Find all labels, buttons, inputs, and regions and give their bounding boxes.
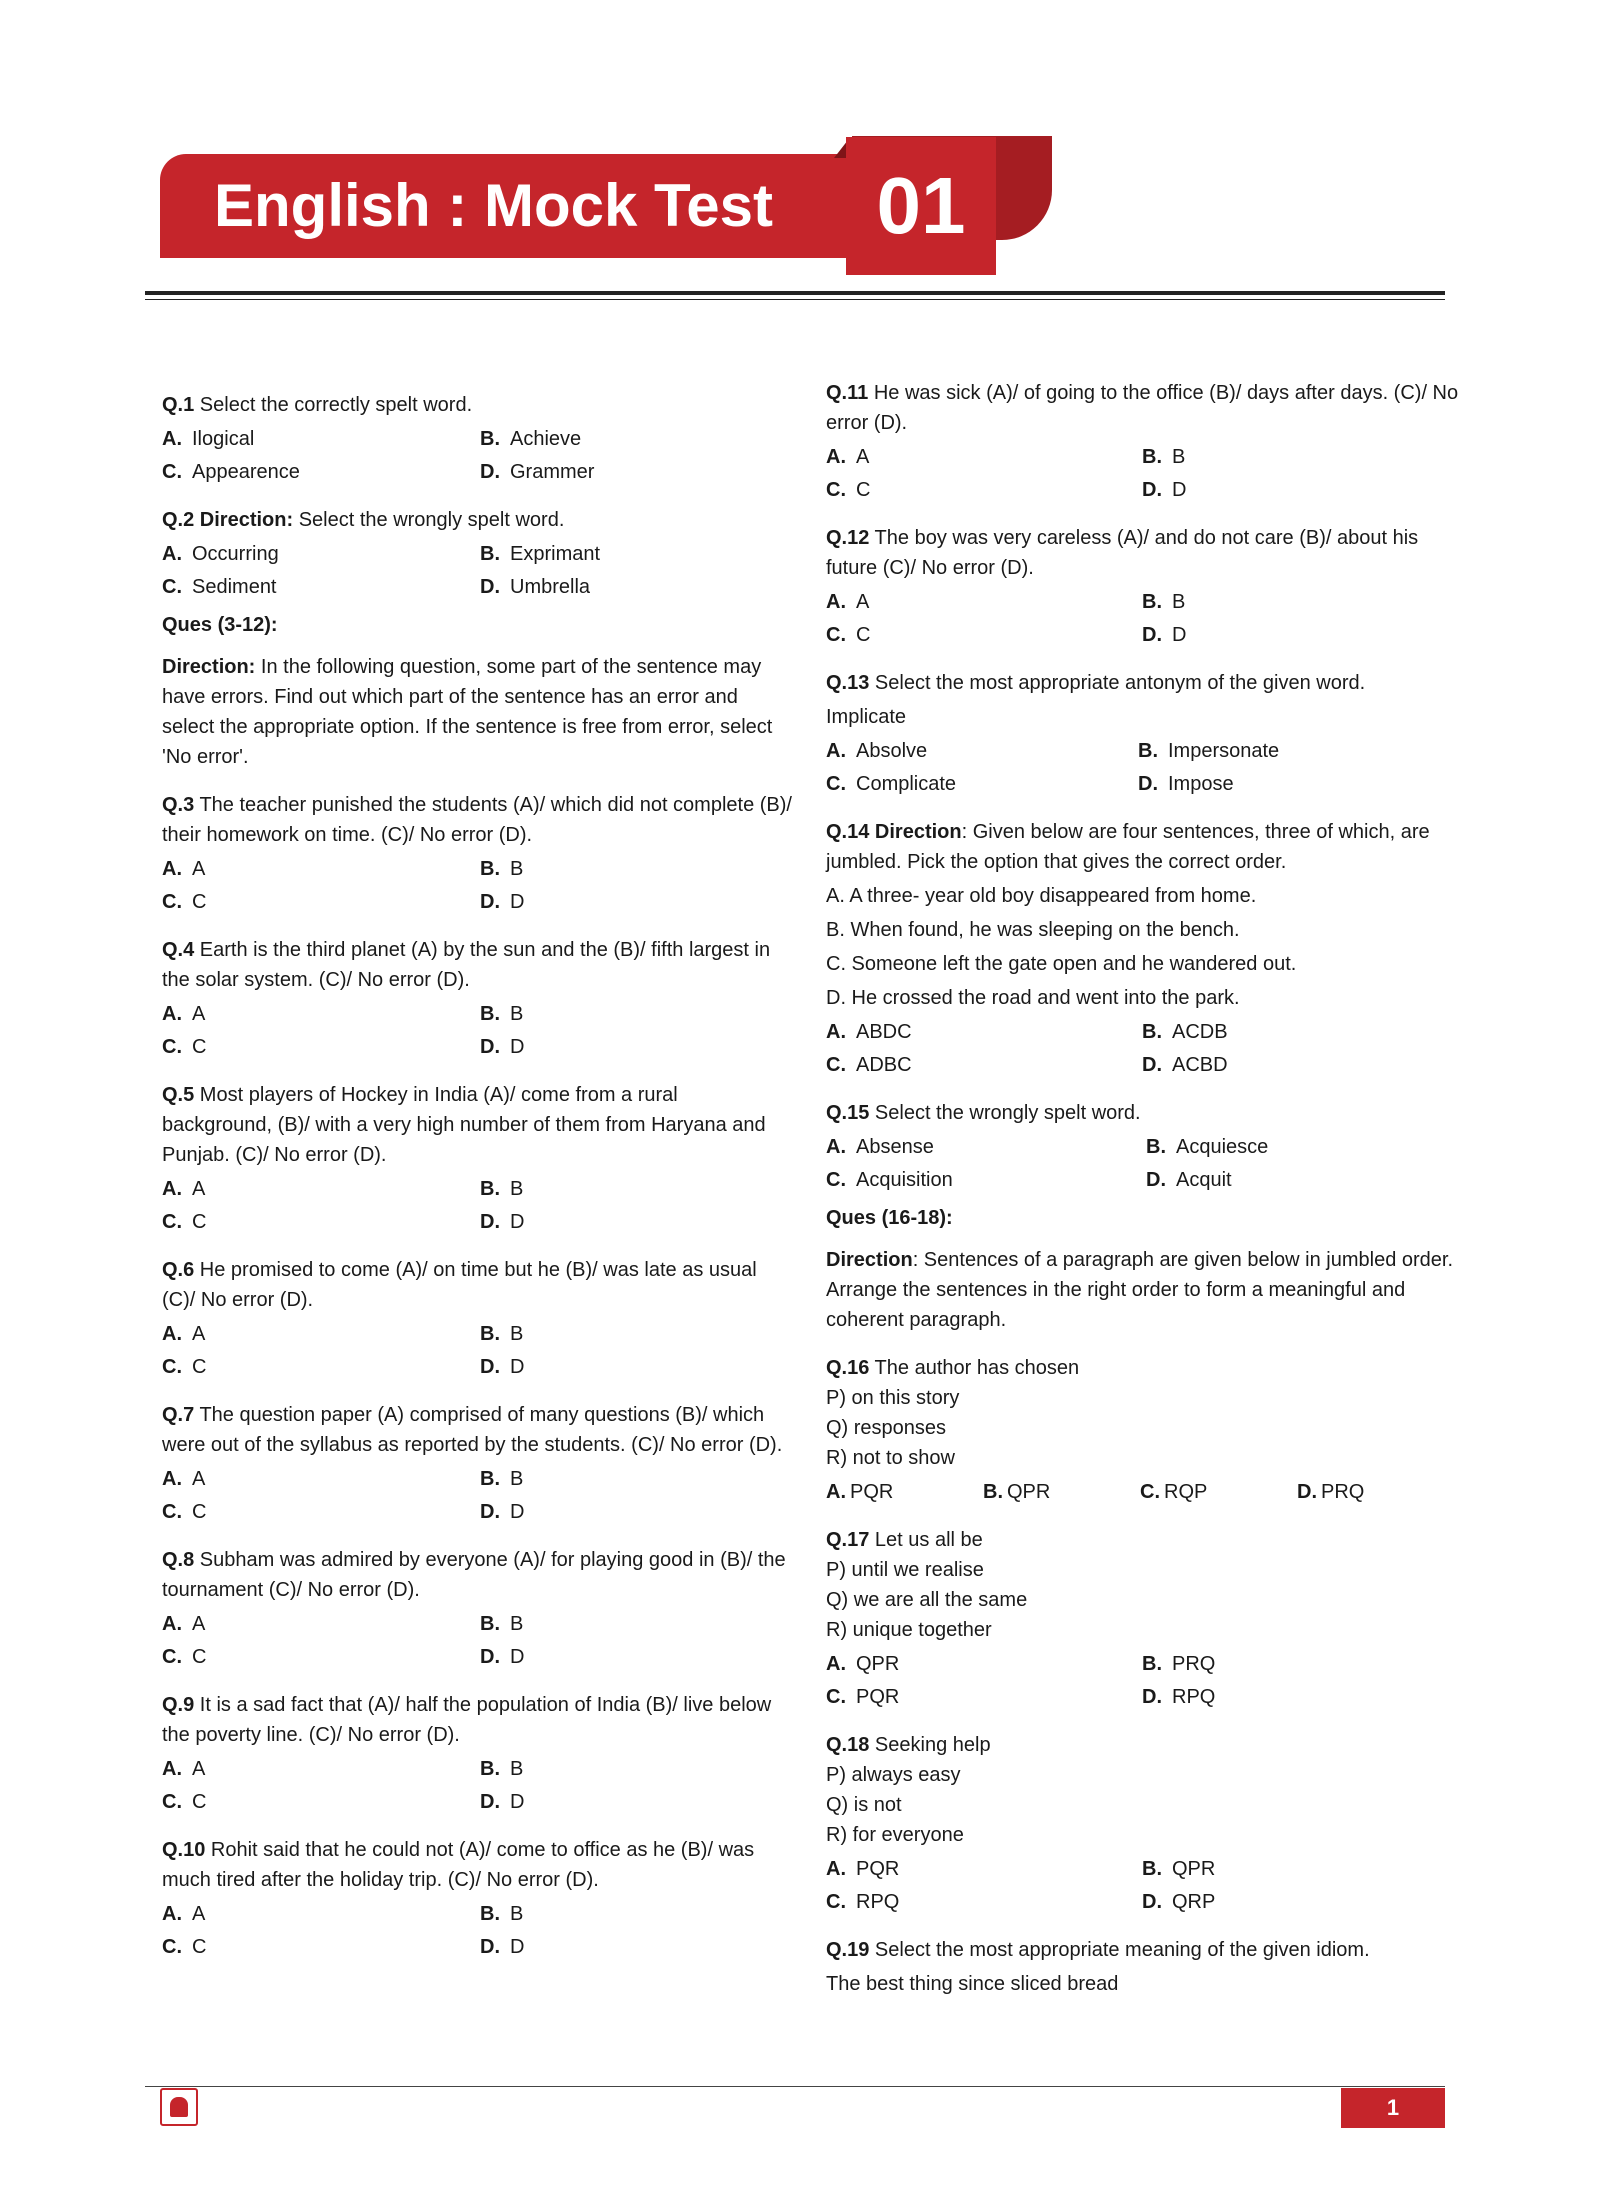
options	[162, 1899, 792, 1962]
section-direction: Direction: Sentences of a paragraph are given below in jumbled order. Arrange the sentences in the right order to form a meaningful and coherent paragraph.	[826, 1249, 1454, 1331]
options	[826, 1017, 1466, 1080]
left-column	[162, 390, 792, 1980]
part-p: P) on this story	[826, 1387, 960, 1409]
part-r: R) unique together	[826, 1619, 992, 1641]
section-direction: Direction: In the following question, some part of the sentence may have errors. Find out which part of the sentence has an error and select the appropriate option. If the sentence is free from error, select 'No error'.	[162, 656, 773, 768]
question-label: Q.4	[162, 939, 195, 961]
question-text: The teacher punished the students (A)/ which did not complete (B)/ their homework on time. (C)/ No error (D).	[162, 794, 792, 846]
option-a[interactable]: A. A	[162, 1758, 206, 1780]
option-a[interactable]: A. A	[162, 1468, 206, 1490]
option-b[interactable]: B. B	[480, 858, 524, 880]
page-title: English : Mock Test	[214, 172, 773, 239]
option-a[interactable]: A. PQR	[826, 1858, 900, 1880]
option-a[interactable]: A. A	[162, 1323, 206, 1345]
option-c[interactable]: C. C	[162, 1646, 207, 1668]
option-c[interactable]: C. C	[162, 1356, 207, 1378]
page-number: 1	[1341, 2088, 1445, 2128]
option-d[interactable]: D. QRP	[1142, 1891, 1216, 1913]
part-q: Q) we are all the same	[826, 1589, 1028, 1611]
options	[162, 1319, 792, 1382]
question-label: Q.3	[162, 794, 195, 816]
header-rule	[145, 291, 1445, 295]
option-d[interactable]: D. D	[480, 1211, 525, 1233]
part-r: R) not to show	[826, 1447, 955, 1469]
option-a[interactable]: A. A	[162, 1178, 206, 1200]
part-p: P) always easy	[826, 1764, 961, 1786]
options	[162, 424, 792, 487]
footer-rule	[145, 2086, 1445, 2087]
option-b[interactable]: B. Impersonate	[1138, 740, 1280, 762]
sentence-b: B. When found, he was sleeping on the bench.	[826, 919, 1240, 941]
sentence-c: C. Someone left the gate open and he wandered out.	[826, 953, 1297, 975]
question-text: Subham was admired by everyone (A)/ for playing good in (B)/ the tournament (C)/ No error (D).	[162, 1549, 786, 1601]
options	[162, 539, 792, 602]
option-d[interactable]: D. D	[480, 1036, 525, 1058]
options	[826, 1649, 1466, 1712]
option-b[interactable]: B. QPR	[1142, 1858, 1216, 1880]
option-b[interactable]: B. B	[480, 1003, 524, 1025]
part-r: R) for everyone	[826, 1824, 964, 1846]
option-d[interactable]: D. D	[480, 1501, 525, 1523]
number-banner	[846, 137, 996, 275]
option-c[interactable]: C. Appearence	[162, 461, 300, 483]
option-c[interactable]: C. C	[826, 624, 871, 646]
option-d[interactable]: D. PRQ	[1297, 1481, 1365, 1503]
options	[826, 1854, 1466, 1917]
question-text: Most players of Hockey in India (A)/ come from a rural background, (B)/ with a very high number of them from Haryana and Punjab. (C)/ No error (D).	[162, 1084, 766, 1166]
option-c[interactable]: C. PQR	[826, 1686, 900, 1708]
option-b[interactable]: B. Acquiesce	[1146, 1136, 1269, 1158]
logo-mark	[170, 2097, 188, 2117]
option-d[interactable]: D. Acquit	[1146, 1169, 1232, 1191]
question-list-3-10	[162, 790, 792, 1962]
option-c[interactable]: C. C	[826, 479, 871, 501]
options	[826, 1477, 1466, 1507]
option-b[interactable]: B. B	[480, 1178, 524, 1200]
question-label: Q.6	[162, 1259, 195, 1281]
option-b[interactable]: B. B	[480, 1323, 524, 1345]
question-11: Q.11 He was sick (A)/ of going to the office (B)/ days after days. (C)/ No error (D). A. A B. B C. C D. D	[826, 378, 1466, 505]
question-9	[162, 1690, 792, 1817]
options	[162, 1754, 792, 1817]
question-8	[162, 1545, 792, 1672]
option-d[interactable]: D. D	[480, 1936, 525, 1958]
question-text: He promised to come (A)/ on time but he (B)/ was late as usual (C)/ No error (D).	[162, 1259, 757, 1311]
header-rule-thin	[145, 299, 1445, 300]
option-a[interactable]: A. QPR	[826, 1653, 900, 1675]
given-idiom: The best thing since sliced bread	[826, 1973, 1119, 1995]
question-3	[162, 790, 792, 917]
question-label: Q.1	[162, 394, 195, 416]
sentence-a: A. A three- year old boy disappeared from home.	[826, 885, 1257, 907]
option-d[interactable]: D. D	[480, 1356, 525, 1378]
option-d[interactable]: D. D	[1142, 479, 1187, 501]
options	[162, 999, 792, 1062]
option-d[interactable]: D. Umbrella	[480, 576, 591, 598]
option-d[interactable]: D. D	[480, 1646, 525, 1668]
option-c[interactable]: C. Complicate	[826, 773, 957, 795]
question-text: Rohit said that he could not (A)/ come to office as he (B)/ was much tired after the holiday trip. (C)/ No error (D).	[162, 1839, 755, 1891]
sentence-d: D. He crossed the road and went into the park.	[826, 987, 1240, 1009]
question-label: Q.9	[162, 1694, 195, 1716]
option-a[interactable]: A. ABDC	[826, 1021, 912, 1043]
question-label: Q.10	[162, 1839, 206, 1861]
option-c[interactable]: C. C	[162, 1036, 207, 1058]
option-c[interactable]: C. C	[162, 1501, 207, 1523]
option-b[interactable]: B. B	[1142, 446, 1186, 468]
options	[826, 736, 1466, 799]
section-heading: Ques (16-18):	[826, 1207, 953, 1229]
question-6	[162, 1255, 792, 1382]
option-b[interactable]: B. Exprimant	[480, 543, 601, 565]
option-c[interactable]: C. C	[162, 891, 207, 913]
question-label: Q.8	[162, 1549, 195, 1571]
options	[826, 442, 1466, 505]
question-5	[162, 1080, 792, 1237]
option-b[interactable]: B. B	[480, 1758, 524, 1780]
question-1	[162, 390, 792, 487]
question-label: Q.2 Direction:	[162, 509, 294, 531]
option-c[interactable]: C. RQP	[1140, 1481, 1208, 1503]
question-2	[162, 505, 792, 602]
option-d[interactable]: D. D	[480, 1791, 525, 1813]
part-q: Q) responses	[826, 1417, 947, 1439]
option-b[interactable]: B. QPR	[983, 1481, 1051, 1503]
question-text: The question paper (A) comprised of many questions (B)/ which were out of the syllabus as reported by the students. (C)/ No error (D).	[162, 1404, 783, 1456]
option-b[interactable]: B. B	[480, 1468, 524, 1490]
option-a[interactable]: A. A	[162, 858, 206, 880]
option-a[interactable]: A. Absolve	[826, 740, 928, 762]
option-b[interactable]: B. B	[1142, 591, 1186, 613]
option-b[interactable]: B. Achieve	[480, 428, 582, 450]
part-p: P) until we realise	[826, 1559, 984, 1581]
question-text: It is a sad fact that (A)/ half the population of India (B)/ live below the poverty line. (C)/ No error (D).	[162, 1694, 772, 1746]
title-banner	[160, 154, 860, 258]
option-c[interactable]: C. C	[162, 1791, 207, 1813]
question-14: Q.14 Direction: Given below are four sentences, three of which, are jumbled. Pick the option that gives the correct order. A. A three- year old boy disappeared from home. B. When found, he was sleeping on the bench. C. Someone left the gate open and he wandered out. D. He crossed the road and went into the park. A. ABDC B. ACDB C. ADBC D. ACBD	[826, 817, 1466, 1080]
given-word: Implicate	[826, 706, 907, 728]
options	[162, 854, 792, 917]
option-c[interactable]: C. RPQ	[826, 1891, 900, 1913]
option-d[interactable]: D. Grammer	[480, 461, 595, 483]
question-19: Q.19 Select the most appropriate meaning of the given idiom. The best thing since sliced bread	[826, 1935, 1466, 1999]
options	[162, 1174, 792, 1237]
option-d[interactable]: D. ACBD	[1142, 1054, 1228, 1076]
question-15: Q.15 Select the wrongly spelt word. A. Absense B. Acquiesce C. Acquisition D. Acquit	[826, 1098, 1466, 1195]
question-text: Earth is the third planet (A) by the sun and the (B)/ fifth largest in the solar system. (C)/ No error (D).	[162, 939, 771, 991]
option-c[interactable]: C. Acquisition	[826, 1169, 953, 1191]
option-d[interactable]: D. D	[1142, 624, 1187, 646]
option-d[interactable]: D. D	[480, 891, 525, 913]
option-c[interactable]: C. ADBC	[826, 1054, 912, 1076]
options	[826, 1132, 1466, 1195]
question-text: Select the correctly spelt word.	[194, 394, 473, 416]
question-label: Q.5	[162, 1084, 195, 1106]
option-c[interactable]: C. Sediment	[162, 576, 277, 598]
option-a[interactable]: A. A	[162, 1003, 206, 1025]
option-a[interactable]: A. Occurring	[162, 543, 279, 565]
option-a[interactable]: A. A	[826, 446, 870, 468]
question-17: Q.17 Let us all be P) until we realise Q) we are all the same R) unique together A. QPR B. PRQ C. PQR D. RPQ	[826, 1525, 1466, 1712]
question-4	[162, 935, 792, 1062]
option-d[interactable]: D. Impose	[1138, 773, 1234, 795]
question-label: Q.7	[162, 1404, 195, 1426]
option-b[interactable]: B. B	[480, 1903, 524, 1925]
question-10	[162, 1835, 792, 1962]
option-d[interactable]: D. RPQ	[1142, 1686, 1216, 1708]
part-q: Q) is not	[826, 1794, 902, 1816]
test-number: 01	[876, 161, 966, 250]
options	[162, 1464, 792, 1527]
question-7	[162, 1400, 792, 1527]
option-a[interactable]: A. A	[162, 1613, 206, 1635]
option-a[interactable]: A. A	[826, 591, 870, 613]
option-c[interactable]: C. C	[162, 1211, 207, 1233]
publisher-logo-icon	[160, 2088, 198, 2126]
option-a[interactable]: A. PQR	[826, 1481, 894, 1503]
question-12: Q.12 The boy was very careless (A)/ and do not care (B)/ about his future (C)/ No error (D). A. A B. B C. C D. D	[826, 523, 1466, 650]
option-a[interactable]: A. A	[162, 1903, 206, 1925]
question-16: Q.16 The author has chosen P) on this story Q) responses R) not to show A. PQR B. QPR C. RQP D. PRQ	[826, 1353, 1466, 1507]
question-text: Select the wrongly spelt word.	[293, 509, 565, 531]
option-c[interactable]: C. C	[162, 1936, 207, 1958]
option-a[interactable]: A. Ilogical	[162, 428, 255, 450]
right-column	[826, 378, 1466, 2017]
question-13: Q.13 Select the most appropriate antonym of the given word. Implicate A. Absolve B. Impersonate C. Complicate D. Impose	[826, 668, 1466, 799]
option-a[interactable]: A. Absense	[826, 1136, 934, 1158]
question-18: Q.18 Seeking help P) always easy Q) is not R) for everyone A. PQR B. QPR C. RPQ D. QRP	[826, 1730, 1466, 1917]
options	[826, 587, 1466, 650]
section-heading: Ques (3-12):	[162, 614, 278, 636]
option-b[interactable]: B. PRQ	[1142, 1653, 1216, 1675]
option-b[interactable]: B. B	[480, 1613, 524, 1635]
option-b[interactable]: B. ACDB	[1142, 1021, 1228, 1043]
options	[162, 1609, 792, 1672]
